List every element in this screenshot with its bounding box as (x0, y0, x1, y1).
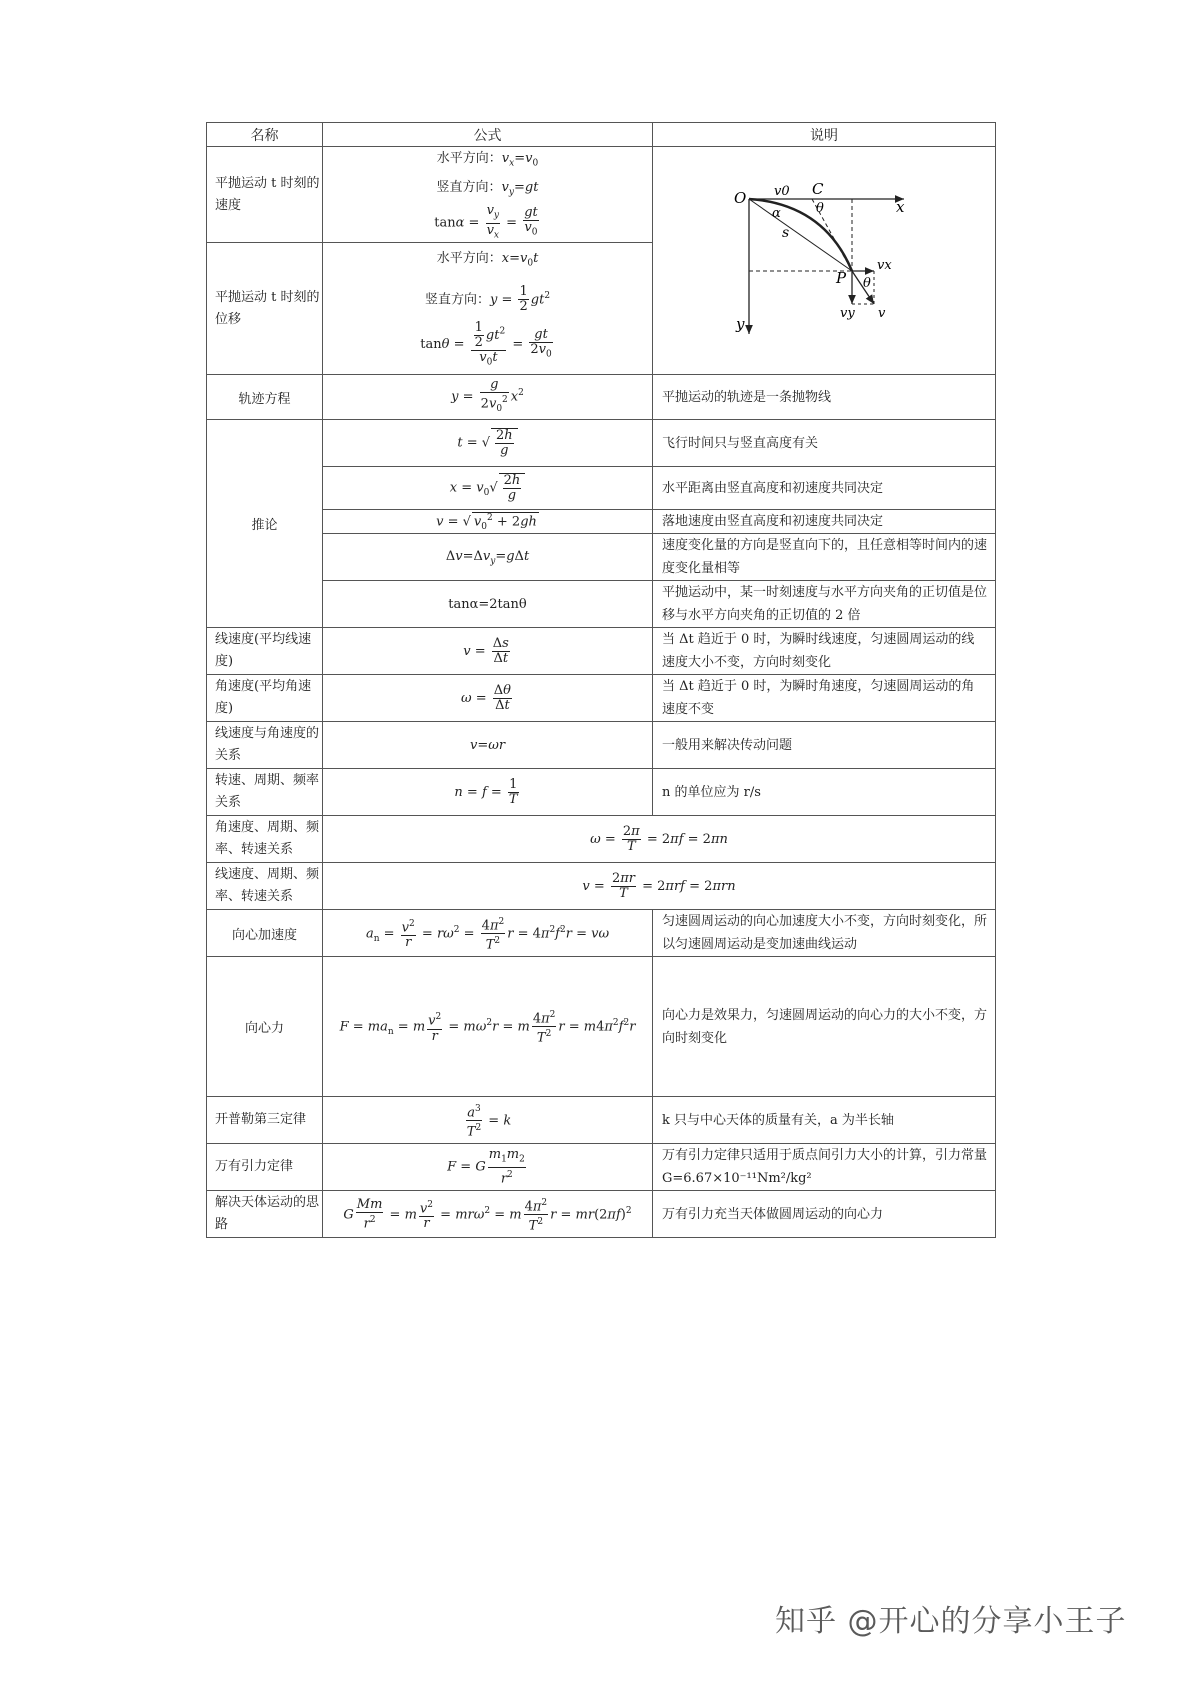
formula-line: tanα = $\frac{v_y}{v_x}$ = $\frac{gt}{v_0}$ (434, 203, 538, 241)
row-name-text: 轨迹方程 (238, 391, 291, 407)
formula-cell: v = √ $v_0^2 + 2gh$ (323, 510, 653, 534)
row-name-text: 线速度(平均线速度) (215, 632, 312, 670)
formula-cell: y = $\frac{g}{2v_0^2}$ $x^2$ (323, 375, 653, 420)
description-cell: 万有引力定律只适用于质点间引力大小的计算，引力常量 G=6.67×10⁻¹¹Nm²/kg² (653, 1144, 996, 1191)
row-name-text: 转速、周期、频率关系 (215, 773, 320, 811)
row-name-text: 向心力 (244, 1021, 284, 1037)
label-origin: O (734, 188, 747, 207)
header-description: 说明 (653, 123, 996, 147)
formula-cell: v=ωr (323, 722, 653, 769)
formula-cell (323, 243, 653, 375)
formula-cell: tanα=2tanθ (323, 581, 653, 628)
description-cell: k 只与中心天体的质量有关，a 为半长轴 (653, 1097, 996, 1144)
formula-cell: n = f = $\frac{1}{T}$ (323, 769, 653, 816)
row-name-text: 开普勒第三定律 (215, 1112, 307, 1128)
description-cell: 匀速圆周运动的向心加速度大小不变，方向时刻变化，所以匀速圆周运动是变加速曲线运动 (653, 910, 996, 957)
row-name (207, 910, 323, 957)
row-name (207, 243, 323, 375)
row-name (207, 628, 323, 675)
formula-cell: t = √ $\frac{2h}{g}$ (323, 420, 653, 467)
description-cell: n 的单位应为 r/s (653, 769, 996, 816)
label-vx: vx (877, 257, 892, 273)
row-name (207, 147, 323, 243)
row-name-text: 平抛运动 t 时刻的速度 (215, 175, 320, 213)
label-p: P (836, 268, 847, 287)
formula-cell: v = $\frac{2\pi r}{T}$ = 2πrf = 2πrn (323, 863, 996, 910)
label-theta-top: θ (816, 200, 824, 216)
row-name-text: 线速度、周期、频率、转速关系 (215, 867, 320, 905)
description-cell: 平抛运动中，某一时刻速度与水平方向夹角的正切值是位移与水平方向夹角的正切值的 2 倍 (653, 581, 996, 628)
description-cell: 水平距离由竖直高度和初速度共同决定 (653, 467, 996, 510)
row-name (207, 1144, 323, 1191)
description-cell: 飞行时间只与竖直高度有关 (653, 420, 996, 467)
formula-cell: F = G $\frac{m_1m_2}{r^2}$ (323, 1144, 653, 1191)
diagram-cell (653, 147, 996, 375)
watermark: 知乎 @开心的分享小王子 (775, 1604, 1127, 1639)
description-cell: 当 Δt 趋近于 0 时，为瞬时线速度，匀速圆周运动的线速度大小不变，方向时刻变化 (653, 628, 996, 675)
row-name (207, 420, 323, 628)
description-cell: 向心力是效果力，匀速圆周运动的向心力的大小不变，方向时刻变化 (653, 957, 996, 1097)
row-name-text: 解决天体运动的思路 (215, 1195, 320, 1233)
label-v0: v0 (774, 183, 790, 199)
row-name-text: 角速度(平均角速度) (215, 679, 312, 717)
formula-line: 竖直方向：y = $\frac{1}{2}$ $gt^2$ (424, 284, 551, 315)
formula-line: tanθ = $\frac{1}{2}$ $gt^2$ $v_0t$ = $\frac{gt}{2v_0}$ (420, 319, 552, 368)
row-name (207, 816, 323, 863)
label-theta-bottom: θ (863, 275, 871, 291)
row-name-text: 角速度、周期、频率、转速关系 (215, 820, 320, 858)
row-name (207, 722, 323, 769)
label-x-axis: x (896, 197, 905, 216)
formula-cell: $\Delta v=\Delta v_y=g\Delta t$ (323, 534, 653, 581)
row-name (207, 675, 323, 722)
header-formula: 公式 (323, 123, 653, 147)
formula-cell: ω = $\frac{2\pi}{T}$ = 2πf = 2πn (323, 816, 996, 863)
formula-cell: $\frac{a^3}{T^2}$ = k (323, 1097, 653, 1144)
formula-table (206, 122, 996, 1238)
label-y-axis: y (736, 314, 745, 333)
description-cell: 落地速度由竖直高度和初速度共同决定 (653, 510, 996, 534)
label-s: s (782, 224, 790, 241)
row-name-text: 万有引力定律 (215, 1159, 294, 1175)
formula-line: 水平方向：$v_x=v_0$ (436, 151, 539, 169)
formula-line: 水平方向：$x=v_0t$ (436, 251, 539, 269)
formula-cell: G $\frac{Mm}{r^2}$ = m $\frac{v^2}{r}$ = mrω$^2$ = m $\frac{4\pi^2}{T^2}$ $r = mr(2\pi f)^2$ (323, 1191, 653, 1238)
description-cell: 平抛运动的轨迹是一条抛物线 (653, 375, 996, 420)
row-name (207, 375, 323, 420)
row-name (207, 1191, 323, 1238)
description-cell: 一般用来解决传动问题 (653, 722, 996, 769)
formula-line: 竖直方向：$v_y=gt$ (436, 179, 539, 198)
row-name-text: 平抛运动 t 时刻的位移 (215, 289, 320, 327)
row-name-text: 线速度与角速度的关系 (215, 726, 320, 764)
row-name (207, 957, 323, 1097)
row-name (207, 769, 323, 816)
label-vy: vy (840, 305, 855, 321)
description-cell: 当 Δt 趋近于 0 时，为瞬时角速度，匀速圆周运动的角速度不变 (653, 675, 996, 722)
formula-cell (323, 147, 653, 243)
row-name (207, 863, 323, 910)
formula-cell: $x = v_0√$ $\frac{2h}{g}$ (323, 467, 653, 510)
header-name: 名称 (207, 123, 323, 147)
formula-cell: ω = $\frac{\Delta\theta}{\Delta t}$ (323, 675, 653, 722)
description-cell: 万有引力充当天体做圆周运动的向心力 (653, 1191, 996, 1238)
row-name-text: 向心加速度 (231, 927, 297, 943)
formula-cell: $a_n$ = $\frac{v^2}{r}$ = $r\omega^2$ = $\frac{4\pi^2}{T^2}$ $r = 4\pi^2f^2r = v\omega$ (323, 910, 653, 957)
label-v: v (878, 305, 886, 321)
row-name (207, 1097, 323, 1144)
formula-cell: v = $\frac{\Delta s}{\Delta t}$ (323, 628, 653, 675)
row-name-text: 推论 (251, 518, 278, 534)
label-alpha: α (772, 205, 781, 221)
description-cell: 速度变化量的方向是竖直向下的，且任意相等时间内的速度变化量相等 (653, 534, 996, 581)
projectile-diagram (724, 179, 924, 339)
label-c: C (812, 179, 824, 198)
formula-cell: $F = ma_n = m$ $\frac{v^2}{r}$ = $m\omega^2r = m$ $\frac{4\pi^2}{T^2}$ $r = m4\pi^2f^2r$ (323, 957, 653, 1097)
